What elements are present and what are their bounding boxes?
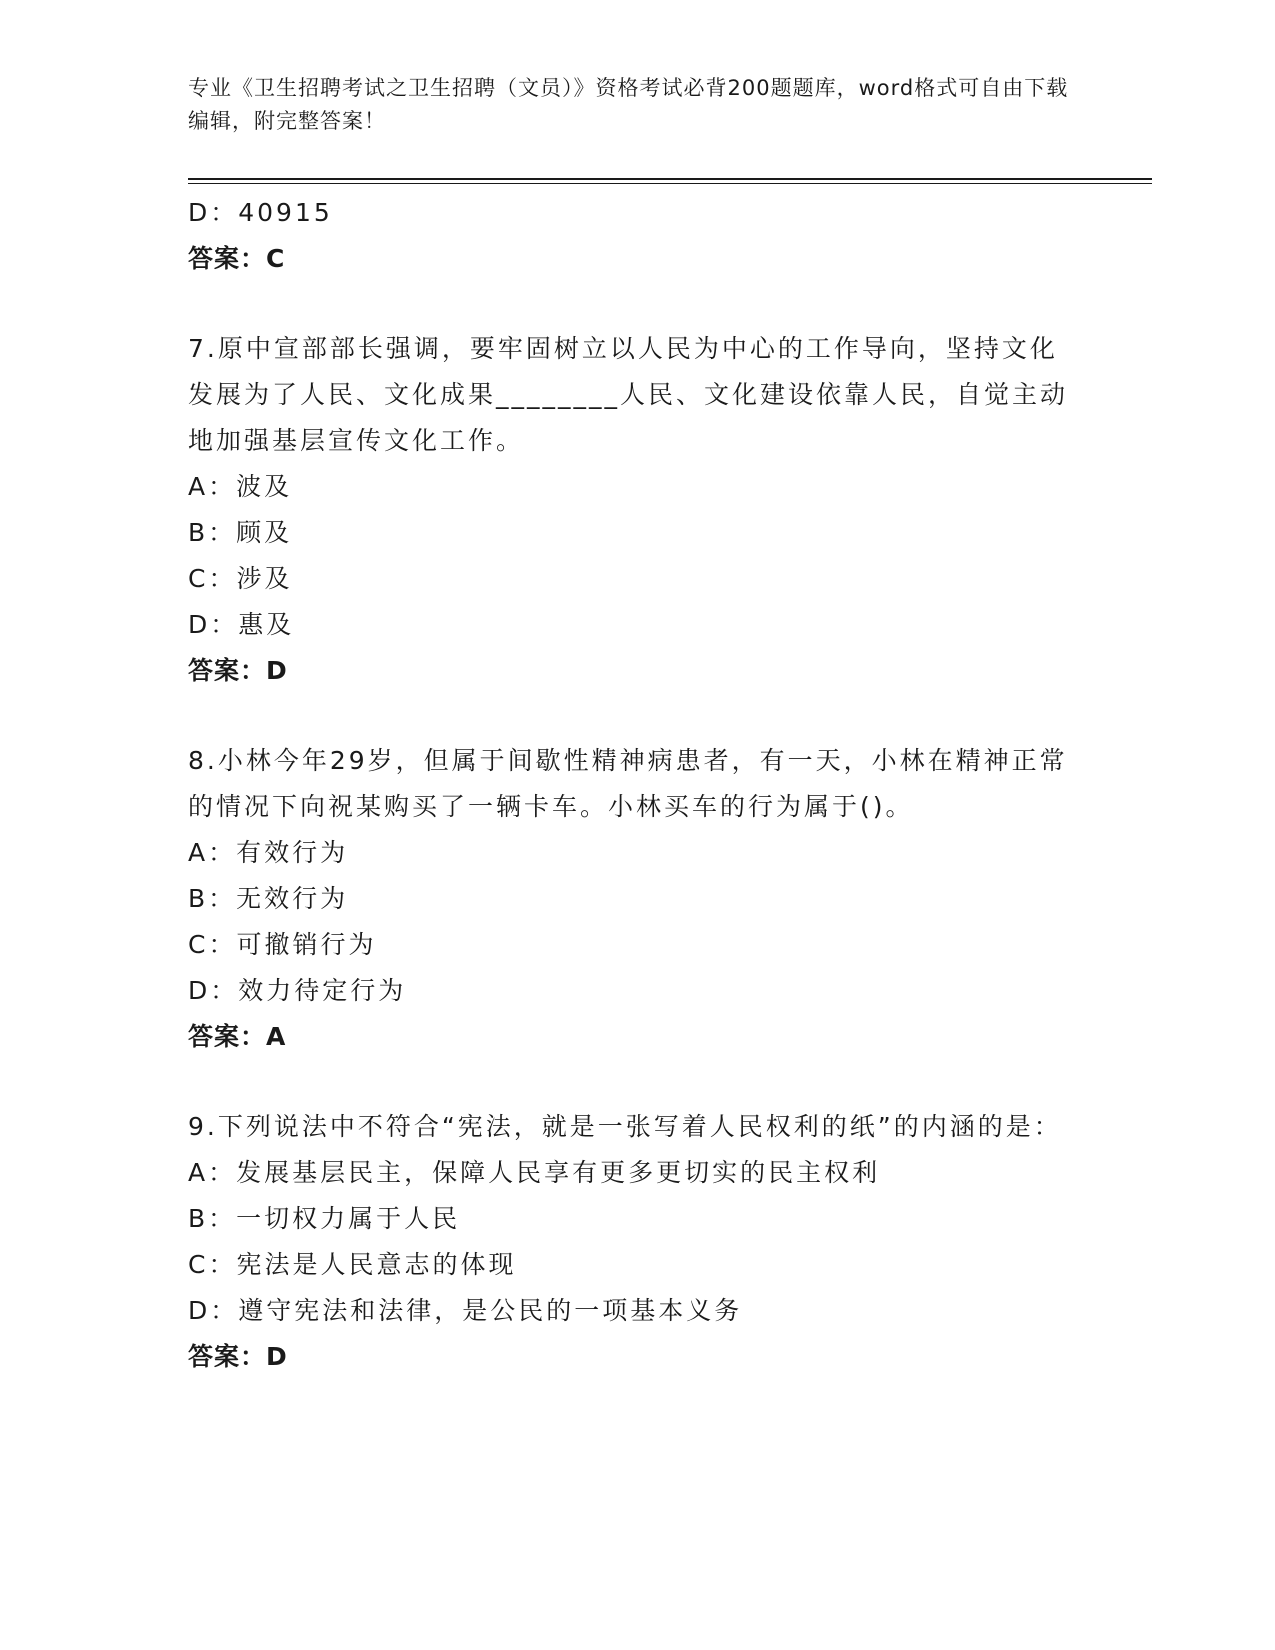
header-rule-thick: [188, 178, 1152, 180]
previous-question-tail: [188, 190, 1088, 282]
question-9: [188, 1104, 1088, 1380]
answer-line: 答案：D: [188, 656, 288, 685]
question-text: 7.原中宣部部长强调，要牢固树立以人民为中心的工作导向，坚持文化发展为了人民、文化成果________人民、文化建设依靠人民，自觉主动地加强基层宣传文化工作。: [188, 334, 1069, 455]
option-c: C：可撤销行为: [188, 930, 377, 959]
question-text: 8.小林今年29岁，但属于间歇性精神病患者，有一天，小林在精神正常的情况下向祝某购买了一辆卡车。小林买车的行为属于()。: [188, 746, 1068, 821]
option-b: B：顾及: [188, 518, 293, 547]
header-rule-thin: [188, 183, 1152, 184]
option-b: B：无效行为: [188, 884, 349, 913]
option-d: D：40915: [188, 198, 333, 227]
question-8: [188, 738, 1088, 1060]
option-b: B：一切权力属于人民: [188, 1204, 461, 1233]
option-a: A：发展基层民主，保障人民享有更多更切实的民主权利: [188, 1158, 881, 1187]
question-text: 9.下列说法中不符合“宪法，就是一张写着人民权利的纸”的内涵的是：: [188, 1112, 1062, 1141]
option-c: C：涉及: [188, 564, 293, 593]
answer-line: 答案：A: [188, 1022, 287, 1051]
question-7: [188, 326, 1088, 694]
option-a: A：波及: [188, 472, 293, 501]
document-header: 专业《卫生招聘考试之卫生招聘（文员）》资格考试必背200题题库，word格式可自由下载编辑，附完整答案！: [188, 76, 1069, 133]
answer-line: 答案：C: [188, 244, 286, 273]
option-d: D：遵守宪法和法律，是公民的一项基本义务: [188, 1296, 743, 1325]
option-c: C：宪法是人民意志的体现: [188, 1250, 517, 1279]
document-body: [188, 190, 1088, 1380]
option-a: A：有效行为: [188, 838, 349, 867]
option-d: D：效力待定行为: [188, 976, 407, 1005]
option-d: D：惠及: [188, 610, 295, 639]
answer-line: 答案：D: [188, 1342, 288, 1371]
